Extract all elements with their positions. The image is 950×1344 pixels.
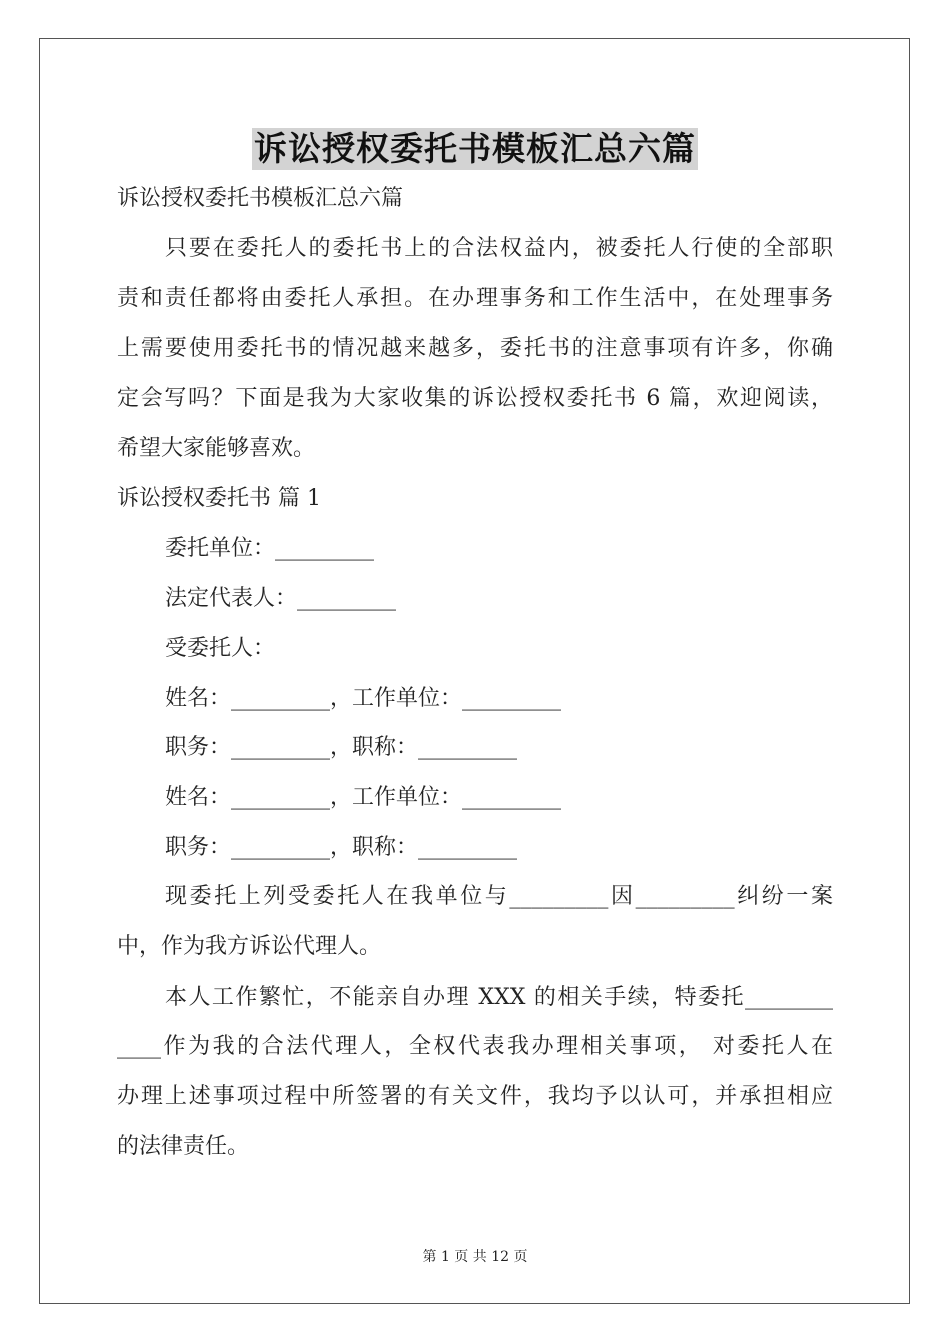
page-border: [39, 38, 910, 1304]
intro-line-1: 只要在委托人的委托书上的合法权益内，被委托人行使的全部职: [165, 236, 833, 261]
intro-line-4: 定会写吗？下面是我为大家收集的诉讼授权委托书 6 篇，欢迎阅读，: [117, 386, 833, 411]
form-field-entrusting-unit: 委托单位：_________: [165, 536, 375, 561]
intro-line-2: 责和责任都将由委托人承担。在办理事务和工作生活中，在处理事务: [117, 286, 833, 311]
document-subtitle: 诉讼授权委托书模板汇总六篇: [117, 186, 404, 211]
intro-line-5: 希望大家能够喜欢。: [117, 436, 316, 461]
paragraph-2-line-2: ____作为我的合法代理人，全权代表我办理相关事项， 对委托人在: [117, 1034, 833, 1059]
form-field-trustee: 受委托人：: [165, 636, 276, 661]
document-title: 诉讼授权委托书模板汇总六篇: [254, 129, 696, 168]
intro-line-3: 上需要使用委托书的情况越来越多，委托书的注意事项有许多，你确: [117, 336, 833, 361]
paragraph-2-line-4: 的法律责任。: [117, 1134, 250, 1159]
form-field-position-title-2: 职务：_________，职称：_________: [165, 835, 518, 860]
paragraph-2-line-1: 本人工作繁忙，不能亲自办理 XXX 的相关手续，特委托________: [165, 985, 833, 1010]
form-field-name-workplace-1: 姓名：_________，工作单位：_________: [165, 686, 562, 711]
paragraph-2-line-3: 办理上述事项过程中所签署的有关文件，我均予以认可，并承担相应: [117, 1084, 833, 1109]
paragraph-1-line-2: 中，作为我方诉讼代理人。: [117, 934, 382, 959]
form-field-name-workplace-2: 姓名：_________，工作单位：_________: [165, 785, 562, 810]
form-field-position-title-1: 职务：_________，职称：_________: [165, 735, 518, 760]
form-field-legal-representative: 法定代表人：_________: [165, 586, 397, 611]
section-heading: 诉讼授权委托书 篇 1: [117, 486, 321, 511]
paragraph-1-line-1: 现委托上列受委托人在我单位与_________因_________纠纷一案: [165, 884, 833, 909]
page-footer: 第 1 页 共 12 页: [422, 1249, 528, 1265]
title-container: [0, 128, 950, 170]
